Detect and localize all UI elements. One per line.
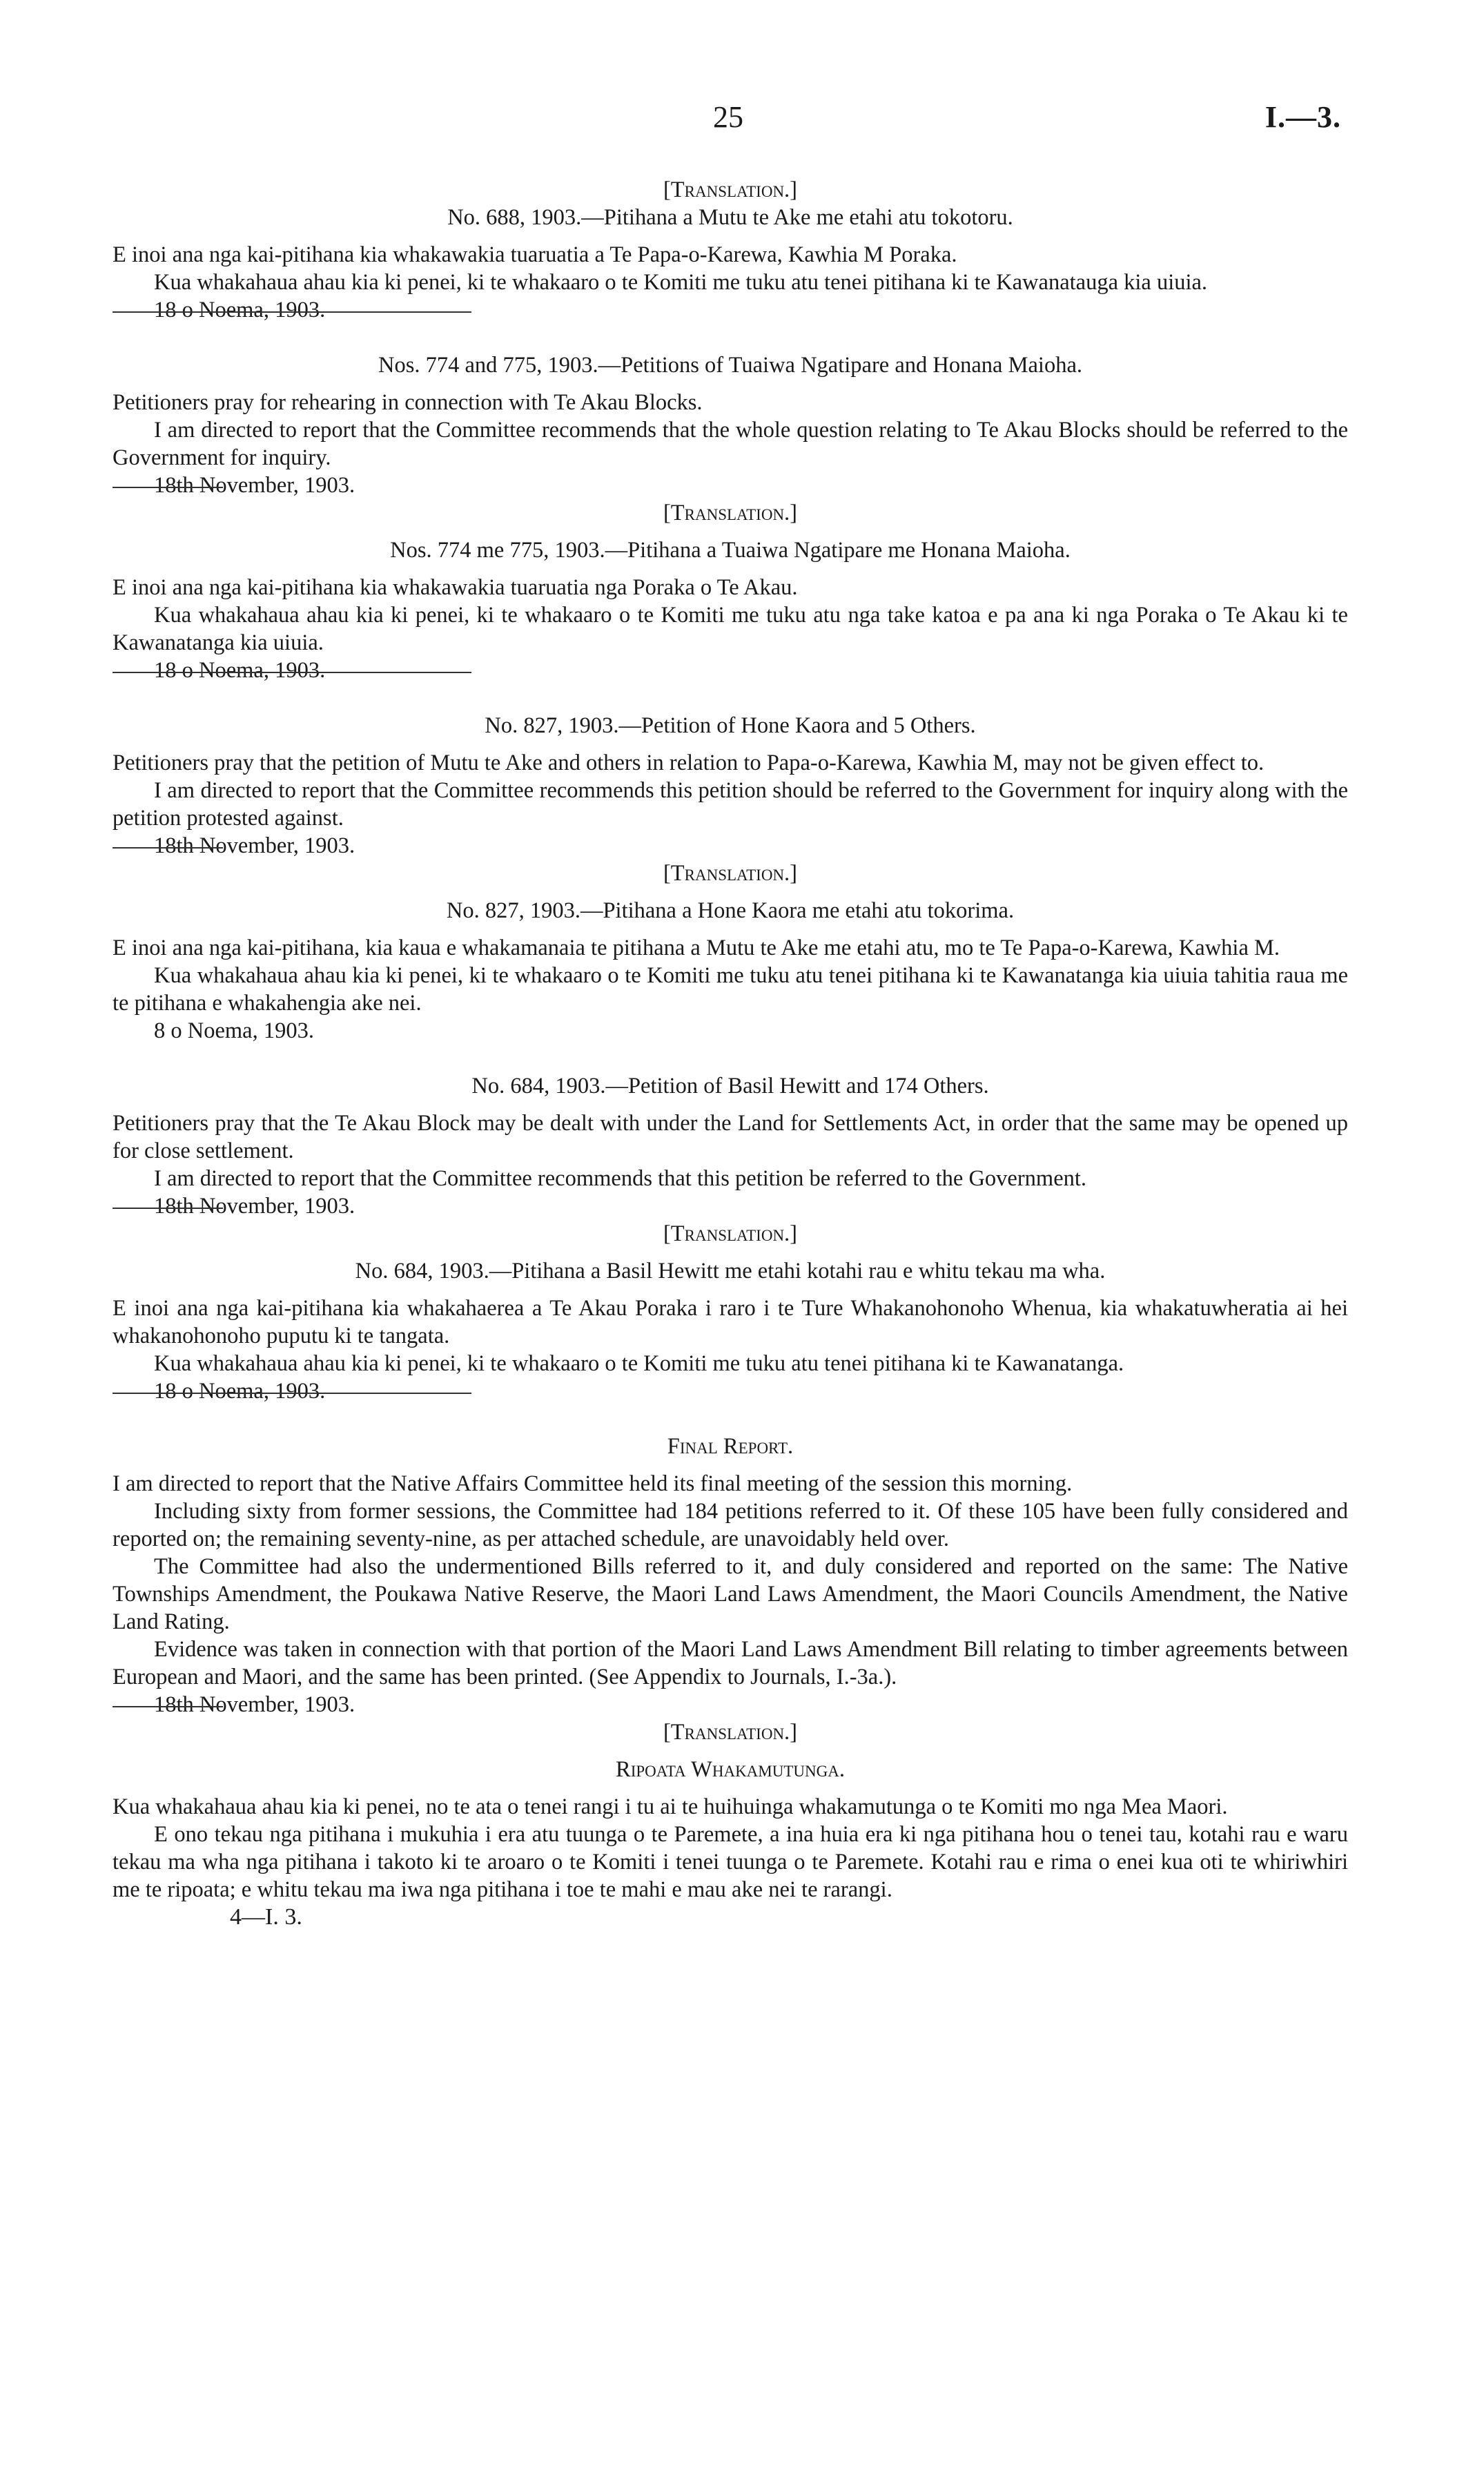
committee-report: I am directed to report that the Committee recommends this petition should be referred to the Government for inquiry along with the petition protested against. [113, 778, 1348, 831]
translation-label: [Translation.] [663, 501, 797, 525]
document-reference: I.—3. [1265, 100, 1341, 134]
section-divider [113, 311, 471, 313]
report-date: 18th November, 1903. [154, 473, 355, 498]
petition-heading: No. 684, 1903.—Petition of Basil Hewitt and 174 Others. [471, 1074, 989, 1098]
report-paragraph: E ono tekau nga pitihana i mukuhia i era atu tuunga o te Paremete, a ina huia era ki nga pitihana hou o tenei tau, kotahi rau e waru tekau ma wha nga pitihana i takoto ki te aroaro o te Komiti i tenei tuunga o te Paremete. Kotahi rau e rima o enei kua oti te whiriwhiri me te ripoata; e whitu tekau ma iwa nga pitihana i toe te mahi e mau ake nei te rarangi. [113, 1822, 1348, 1902]
page-number: 25 [713, 100, 743, 134]
translation-divider [113, 1706, 223, 1707]
petition-prayer: E inoi ana nga kai-pitihana kia whakawakia tuaruatia a Te Papa-o-Karewa, Kawhia M Poraka. [113, 242, 957, 267]
petition-heading: No. 827, 1903.—Pitihana a Hone Kaora me etahi atu tokorima. [446, 898, 1015, 923]
date-row [113, 657, 1348, 684]
date-row [113, 296, 1348, 324]
section-divider [113, 1393, 471, 1394]
committee-report: Kua whakahaua ahau kia ki penei, ki te whakaaro o te Komiti me tuku atu nga take katoa e pa ana ki nga Poraka o Te Akau ki te Kawanatanga kia uiuia. [113, 603, 1348, 655]
report-date: 18th November, 1903. [154, 1194, 355, 1219]
translation-divider [113, 1208, 223, 1209]
date-row [113, 1377, 1348, 1405]
report-date: 18th November, 1903. [154, 833, 355, 858]
report-paragraph: The Committee had also the undermentioned Bills referred to it, and duly considered and reported on the same: The Native Townships Amendment, the Poukawa Native Reserve, the Maori Land Laws Amendment, the Maori Councils Amendment, the Native Land Rating. [113, 1554, 1348, 1634]
final-report-translation-heading: Ripoata Whakamutunga. [616, 1757, 845, 1782]
date-row [113, 472, 1348, 499]
petition-prayer: E inoi ana nga kai-pitihana kia whakawakia tuaruatia nga Poraka o Te Akau. [113, 575, 798, 600]
committee-report: I am directed to report that the Committee recommends that the whole question relating to Te Akau Blocks should be referred to the Government for inquiry. [113, 418, 1348, 470]
report-paragraph: I am directed to report that the Native Affairs Committee held its final meeting of the session this morning. [113, 1471, 1073, 1496]
petition-prayer: Petitioners pray that the petition of Mutu te Ake and others in relation to Papa-o-Karewa, Kawhia M, may not be given effect to. [113, 750, 1265, 775]
report-date: 8 o Noema, 1903. [154, 1018, 314, 1043]
final-report-heading: Final Report. [667, 1434, 794, 1459]
petition-prayer: Petitioners pray for rehearing in connection with Te Akau Blocks. [113, 390, 703, 415]
report-paragraph: Evidence was taken in connection with that portion of the Maori Land Laws Amendment Bill relating to timber agreements between European and Maori, and the same has been printed. (See Appendix to Journals, I.-3a.). [113, 1637, 1348, 1689]
petition-prayer: E inoi ana nga kai-pitihana kia whakahaerea a Te Akau Poraka i raro i te Ture Whakanohonoho Whenua, kia whakatuwheratia ai hei whakanohonoho puputu ki te tangata. [113, 1296, 1348, 1348]
report-date: 18 o Noema, 1903. [154, 658, 326, 683]
date-row [113, 1691, 1348, 1718]
committee-report: Kua whakahaua ahau kia ki penei, ki te whakaaro o te Komiti me tuku atu tenei pitihana ki te Kawanatanga. [154, 1351, 1124, 1376]
committee-report: Kua whakahaua ahau kia ki penei, ki te whakaaro o te Komiti me tuku atu tenei pitihana ki te Kawanatauga kia uiuia. [154, 270, 1208, 295]
section-divider [113, 672, 471, 673]
page-body [113, 176, 1348, 1931]
report-date: 18 o Noema, 1903. [154, 1379, 326, 1404]
date-row [113, 832, 1348, 860]
report-date: 18 o Noema, 1903. [154, 298, 326, 322]
committee-report: I am directed to report that the Committee recommends that this petition be referred to the Government. [154, 1166, 1087, 1191]
report-date: 18th November, 1903. [154, 1692, 355, 1717]
report-paragraph: Including sixty from former sessions, the Committee had 184 petitions referred to it. Of these 105 have been fully considered and reported on; the remaining seventy-nine, as per attached schedule, are unavoidably held over. [113, 1499, 1348, 1551]
petition-heading: Nos. 774 and 775, 1903.—Petitions of Tuaiwa Ngatipare and Honana Maioha. [378, 353, 1082, 378]
petition-prayer: Petitioners pray that the Te Akau Block may be dealt with under the Land for Settlements Act, in order that the same may be opened up for close settlement. [113, 1111, 1348, 1163]
page-header [113, 100, 1348, 145]
date-row [113, 1017, 1348, 1045]
petition-heading: No. 684, 1903.—Pitihana a Basil Hewitt me etahi kotahi rau e whitu tekau ma wha. [355, 1259, 1106, 1283]
translation-label: [Translation.] [663, 177, 797, 202]
report-paragraph: Kua whakahaua ahau kia ki penei, no te ata o tenei rangi i tu ai te huihuinga whakamutunga o te Komiti mo nga Mea Maori. [113, 1794, 1228, 1819]
petition-heading: No. 688, 1903.—Pitihana a Mutu te Ake me etahi atu tokotoru. [447, 205, 1013, 230]
translation-label: [Translation.] [663, 1720, 797, 1745]
signature-mark: 4—I. 3. [230, 1904, 302, 1930]
petition-prayer: E inoi ana nga kai-pitihana, kia kaua e whakamanaia te pitihana a Mutu te Ake me etahi atu, mo te Te Papa-o-Karewa, Kawhia M. [113, 936, 1280, 960]
translation-label: [Translation.] [663, 1221, 797, 1246]
translation-label: [Translation.] [663, 861, 797, 886]
date-row [113, 1192, 1348, 1220]
translation-divider [113, 487, 223, 488]
petition-heading: Nos. 774 me 775, 1903.—Pitihana a Tuaiwa Ngatipare me Honana Maioha. [390, 538, 1071, 563]
petition-heading: No. 827, 1903.—Petition of Hone Kaora and 5 Others. [485, 713, 976, 738]
committee-report: Kua whakahaua ahau kia ki penei, ki te whakaaro o te Komiti me tuku atu tenei pitihana ki te Kawanatanga kia uiuia tahitia raua me te pitihana e whakahengia ake nei. [113, 963, 1348, 1016]
translation-divider [113, 847, 223, 849]
